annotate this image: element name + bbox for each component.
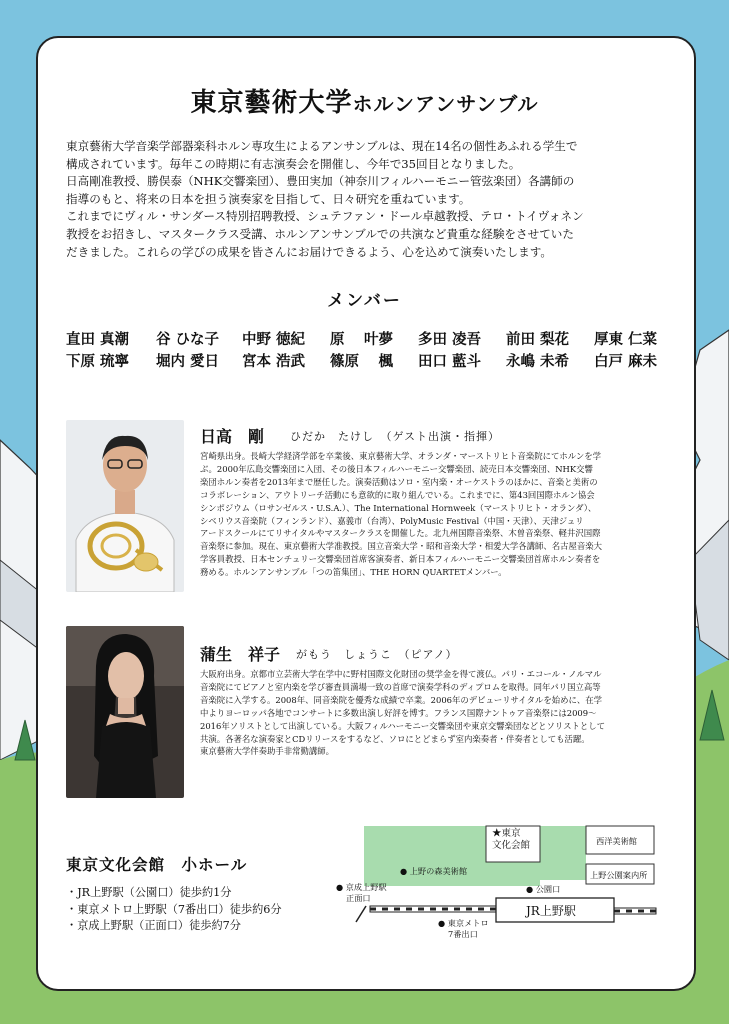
member-name: 下原 琉寧 bbox=[66, 353, 130, 370]
performer-reading: がもう しょうこ （ピアノ） bbox=[296, 648, 458, 661]
bio-line: 宮崎県出身。長崎大学経済学部を卒業後、東京藝術大学、オランダ・マーストリヒト音楽院にてホルンを学 bbox=[200, 451, 602, 461]
page-title bbox=[0, 82, 729, 119]
bio-line: ぶ。2000年広島交響楽団に入団、その後日本フィルハーモニー交響楽団、読売日本交響楽団、NHK交響 bbox=[200, 463, 593, 474]
member-name: 直田 真潮 bbox=[66, 331, 130, 348]
performer-name: 蒲生 祥子 bbox=[200, 645, 281, 664]
map-label-line: 正面口 bbox=[346, 893, 371, 903]
intro-line: これまでにヴィル・サンダース特別招聘教授、シュテファン・ドール卓越教授、テロ・トイヴォネン bbox=[66, 209, 584, 224]
members-heading: メンバー bbox=[327, 291, 402, 311]
map-label-metro bbox=[438, 918, 489, 940]
member-name: 白戸 麻未 bbox=[594, 353, 658, 370]
intro-line: 構成されています。毎年この時期に有志演奏会を開催し、今年で35回目となりました。 bbox=[66, 156, 521, 171]
members-row-1 bbox=[66, 328, 686, 350]
map-label-line: 7番出口 bbox=[448, 929, 478, 939]
map-label-bunka bbox=[492, 828, 530, 852]
member-name: 厚東 仁菜 bbox=[594, 331, 658, 348]
member-name: 永嶋 未希 bbox=[506, 353, 570, 370]
map-label-seiyo: 西洋美術館 bbox=[596, 836, 637, 846]
intro-text bbox=[66, 138, 666, 261]
bio-line: 学客員教授、日本センチュリー交響楽団首席客演奏者、新日本フィルハーモニー交響楽団首席ホルン奏者を bbox=[200, 554, 601, 565]
map-label-koenguchi: ● 公園口 bbox=[526, 884, 561, 894]
bio-line: シンポジウム（ロサンゼルス・U.S.A.）、The International Hornweek（マーストリヒト・オランダ）、 bbox=[200, 502, 597, 513]
venue-name: 東京文化会館 小ホール bbox=[66, 855, 248, 874]
access-item: ・京成上野駅（正面口）徒歩約7分 bbox=[66, 919, 241, 932]
bio-line: 音楽祭に参加。現在、東京藝術大学准教授。国立音楽大学・昭和音楽大学・相愛大学各講師、名古屋音楽大 bbox=[200, 541, 602, 552]
intro-line: 日高剛准教授、勝俣泰（NHK交響楽団）、豊田実加（神奈川フィルハーモニー管弦楽団）各講師の bbox=[66, 174, 575, 189]
title-main: 東京藝術大学 bbox=[190, 88, 353, 118]
member-name: 宮本 浩武 bbox=[242, 353, 306, 370]
access-item: ・東京メトロ上野駅（7番出口）徒歩約6分 bbox=[66, 902, 282, 916]
intro-line: 東京藝術大学音楽学部器楽科ホルン専攻生によるアンサンブルは、現在14名の個性あふれる学生で bbox=[66, 139, 578, 153]
intro-line: だきました。これらの学びの成果を皆さんにお届けできるよう、心を込めて演奏いたします。 bbox=[66, 244, 553, 259]
map-label-keisei bbox=[336, 882, 387, 904]
map-label-line: ● 京成上野駅 bbox=[336, 882, 387, 892]
bio-line: 大阪府出身。京都市立芸術大学在学中に野村国際文化財団の奨学金を得て渡仏。パリ・エコール・ノルマル bbox=[200, 669, 602, 679]
bio-line: 中よりヨーロッパ各地でコンサートに多数出演し好評を博す。フランス国際ナントゥア音楽祭には2009～ bbox=[200, 707, 597, 718]
bio-line: コラボレーション、アウトリーチ活動にも意欲的に取り組んでいる。これまでに、第43回国際ホルン協会 bbox=[200, 489, 595, 500]
access-list bbox=[66, 885, 282, 935]
map-label-annai: 上野公園案内所 bbox=[590, 870, 648, 880]
member-name: 田口 藍斗 bbox=[418, 353, 482, 370]
bio-line: 務める。ホルンアンサンブル「つの笛集団」、THE HORN QUARTETメンバー。 bbox=[200, 567, 507, 578]
access-map bbox=[330, 822, 660, 942]
horn-player-photo bbox=[66, 420, 184, 592]
member-name: 篠原 楓 bbox=[330, 353, 394, 370]
pianist-photo bbox=[66, 626, 184, 798]
map-label-mori: ● 上野の森美術館 bbox=[400, 866, 468, 876]
performer-name: 日高 剛 bbox=[200, 427, 265, 446]
member-name: 多田 凌吾 bbox=[418, 331, 482, 348]
member-name: 中野 徳紀 bbox=[242, 331, 306, 348]
bio-line: 音楽院にてピアノと室内楽を学び審査員満場一致の首席で演奏学科のディプロムを取得。同年パリ国立高等 bbox=[200, 681, 601, 692]
member-name: 谷 ひな子 bbox=[156, 331, 220, 348]
map-label-line: ● 東京メトロ bbox=[438, 918, 489, 928]
intro-line: 教授をお招きし、マスタークラス受講、ホルンアンサンブルでの共演など貴重な経験をさせていた bbox=[66, 226, 574, 241]
title-sub: ホルンアンサンブル bbox=[352, 92, 539, 116]
bio-line: シベリウス音楽院（フィンランド）、嘉義市（台湾）、PolyMusic Festival（中国・天津）、天津ジュリ bbox=[200, 515, 584, 526]
access-item: ・JR上野駅（公園口）徒歩約1分 bbox=[66, 886, 232, 899]
member-name: 原 叶夢 bbox=[330, 331, 394, 348]
bio-line: 楽団ホルン奏者を2013年まで歴任した。演奏活動はソロ・室内楽・オーケストラのほかに、音楽と美術の bbox=[200, 476, 598, 487]
map-label-jr: JR上野駅 bbox=[526, 904, 576, 918]
bio-line: 東京藝術大学伴奏助手非常勤講師。 bbox=[200, 746, 334, 757]
map-label-line: ★東京 bbox=[492, 828, 521, 839]
performer-bio bbox=[200, 668, 672, 758]
members-row-2 bbox=[66, 350, 686, 372]
bio-line: 共演。各著名な演奏家とCDリリースをするなど、ソロにとどまらず室内楽奏者・伴奏者としても活躍。 bbox=[200, 733, 590, 744]
performer-bio bbox=[200, 450, 672, 579]
bio-line: アードスクールにてリサイタルやマスタークラスを開催した。北九州国際音楽祭、木曽音楽祭、軽井沢国際 bbox=[200, 528, 601, 539]
bio-line: 2016年ソリストとして出演している。大阪フィルハーモニー交響楽団や東京交響楽団などとソリストとして bbox=[200, 720, 605, 731]
member-name: 堀内 愛日 bbox=[156, 353, 220, 370]
map-label-line: 文化会館 bbox=[492, 840, 531, 851]
performer-reading: ひだか たけし （ゲスト出演・指揮） bbox=[290, 430, 501, 443]
member-name: 前田 梨花 bbox=[506, 331, 570, 348]
intro-line: 指導のもと、将来の日本を担う演奏家を目指して、日々研究を重ねています。 bbox=[66, 191, 471, 206]
bio-line: 音楽院に入学する。2008年、同音楽院を優秀な成績で卒業。2006年のデビューリサイタルを始めに、在学 bbox=[200, 694, 602, 705]
